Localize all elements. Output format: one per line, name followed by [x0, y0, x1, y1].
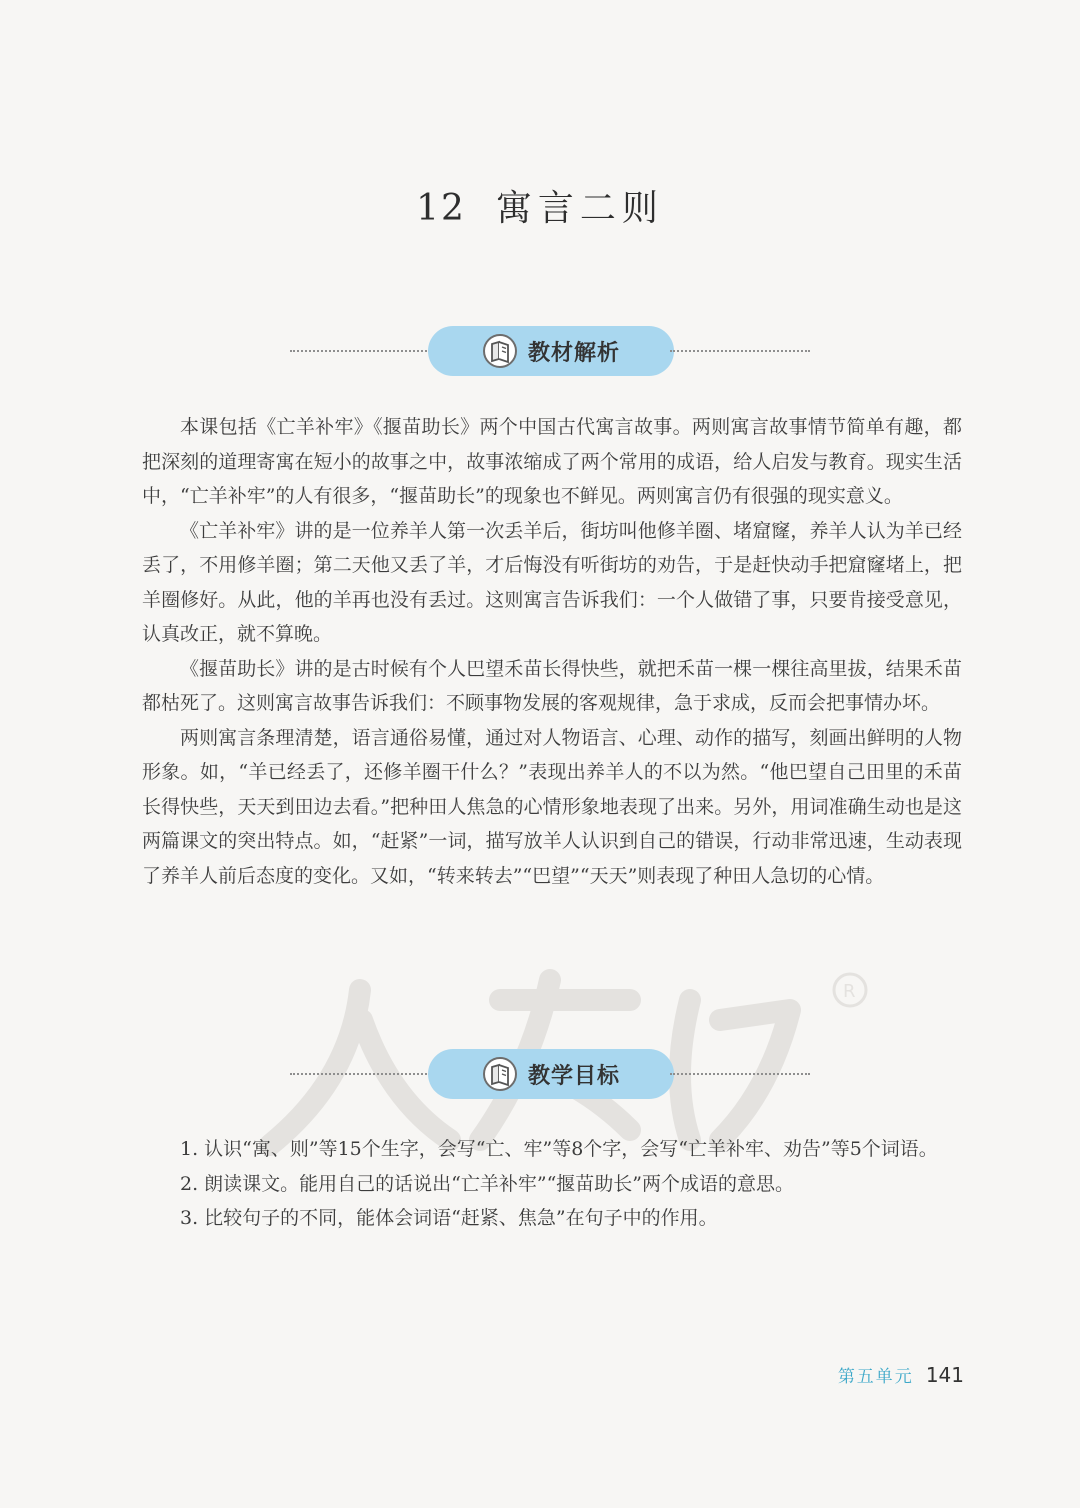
goal-item: 2. 朗读课文。能用自己的话说出“亡羊补牢”“揠苗助长”两个成语的意思。: [180, 1172, 795, 1195]
paragraph: 两则寓言条理清楚，语言通俗易懂，通过对人物语言、心理、动作的描写，刻画出鲜明的人物形象。如，“羊已经丢了，还修羊圈干什么？”表现出养羊人的不以为然。“他巴望自己田里的禾苗长得快些，天天到田边去看。”把种田人焦急的心情形象地表现了出来。另外，用词准确生动也是这两篇课文的突出特点。如，“赶紧”一词，描写放羊人认识到自己的错误，行动非常迅速，生动表现了养羊人前后态度的变化。又如，“转来转去”“巴望”“天天”则表现了种田人急切的心情。: [142, 726, 962, 887]
paragraph: 本课包括《亡羊补牢》《揠苗助长》两个中国古代寓言故事。两则寓言故事情节简单有趣，都把深刻的道理寄寓在短小的故事之中，故事浓缩成了两个常用的成语，给人启发与教育。现实生活中，“亡羊补牢”的人有很多，“揠苗助长”的现象也不鲜见。两则寓言仍有很强的现实意义。: [142, 416, 962, 507]
analysis-body: [142, 410, 962, 893]
dotted-rule: [670, 1073, 810, 1075]
paragraph: 《亡羊补牢》讲的是一位养羊人第一次丢羊后，街坊叫他修羊圈、堵窟窿，养羊人认为羊已经丢了，不用修羊圈；第二天他又丢了羊，才后悔没有听街坊的劝告，于是赶快动手把窟窿堵上，把羊圈修好。从此，他的羊再也没有丢过。这则寓言告诉我们：一个人做错了事，只要肯接受意见，认真改正，就不算晚。: [142, 519, 962, 645]
svg-text:R: R: [843, 981, 856, 1002]
paragraph: 《揠苗助长》讲的是古时候有个人巴望禾苗长得快些，就把禾苗一棵一棵往高里拔，结果禾苗都枯死了。这则寓言故事告诉我们：不顾事物发展的客观规律，急于求成，反而会把事情办坏。: [142, 657, 962, 714]
lesson-title: [0, 180, 1080, 231]
section-pill: [428, 1049, 674, 1099]
lesson-number: 12: [416, 188, 466, 229]
book-icon: [482, 1056, 518, 1092]
section-heading: 教学目标: [527, 1063, 620, 1089]
book-icon: [482, 333, 518, 369]
section-pill: [428, 326, 674, 376]
section-header-goals: [290, 1049, 810, 1099]
goal-item: 3. 比较句子的不同，能体会词语“赶紧、焦急”在句子中的作用。: [180, 1207, 718, 1229]
lesson-name: 寓言二则: [495, 188, 664, 229]
section-heading: 教材解析: [527, 340, 620, 366]
goal-item: 1. 认识“寓、则”等15个生字，会写“亡、牢”等8个字，会写“亡羊补牢、劝告”等5个词语。: [180, 1138, 938, 1160]
section-header-analysis: [290, 326, 810, 376]
page-footer: [838, 1362, 964, 1387]
unit-label: 第五单元: [837, 1367, 914, 1387]
goals-body: [142, 1132, 962, 1236]
dotted-rule: [670, 350, 810, 352]
page-number: 141: [925, 1363, 964, 1387]
dotted-rule: [290, 1073, 430, 1075]
dotted-rule: [290, 350, 430, 352]
